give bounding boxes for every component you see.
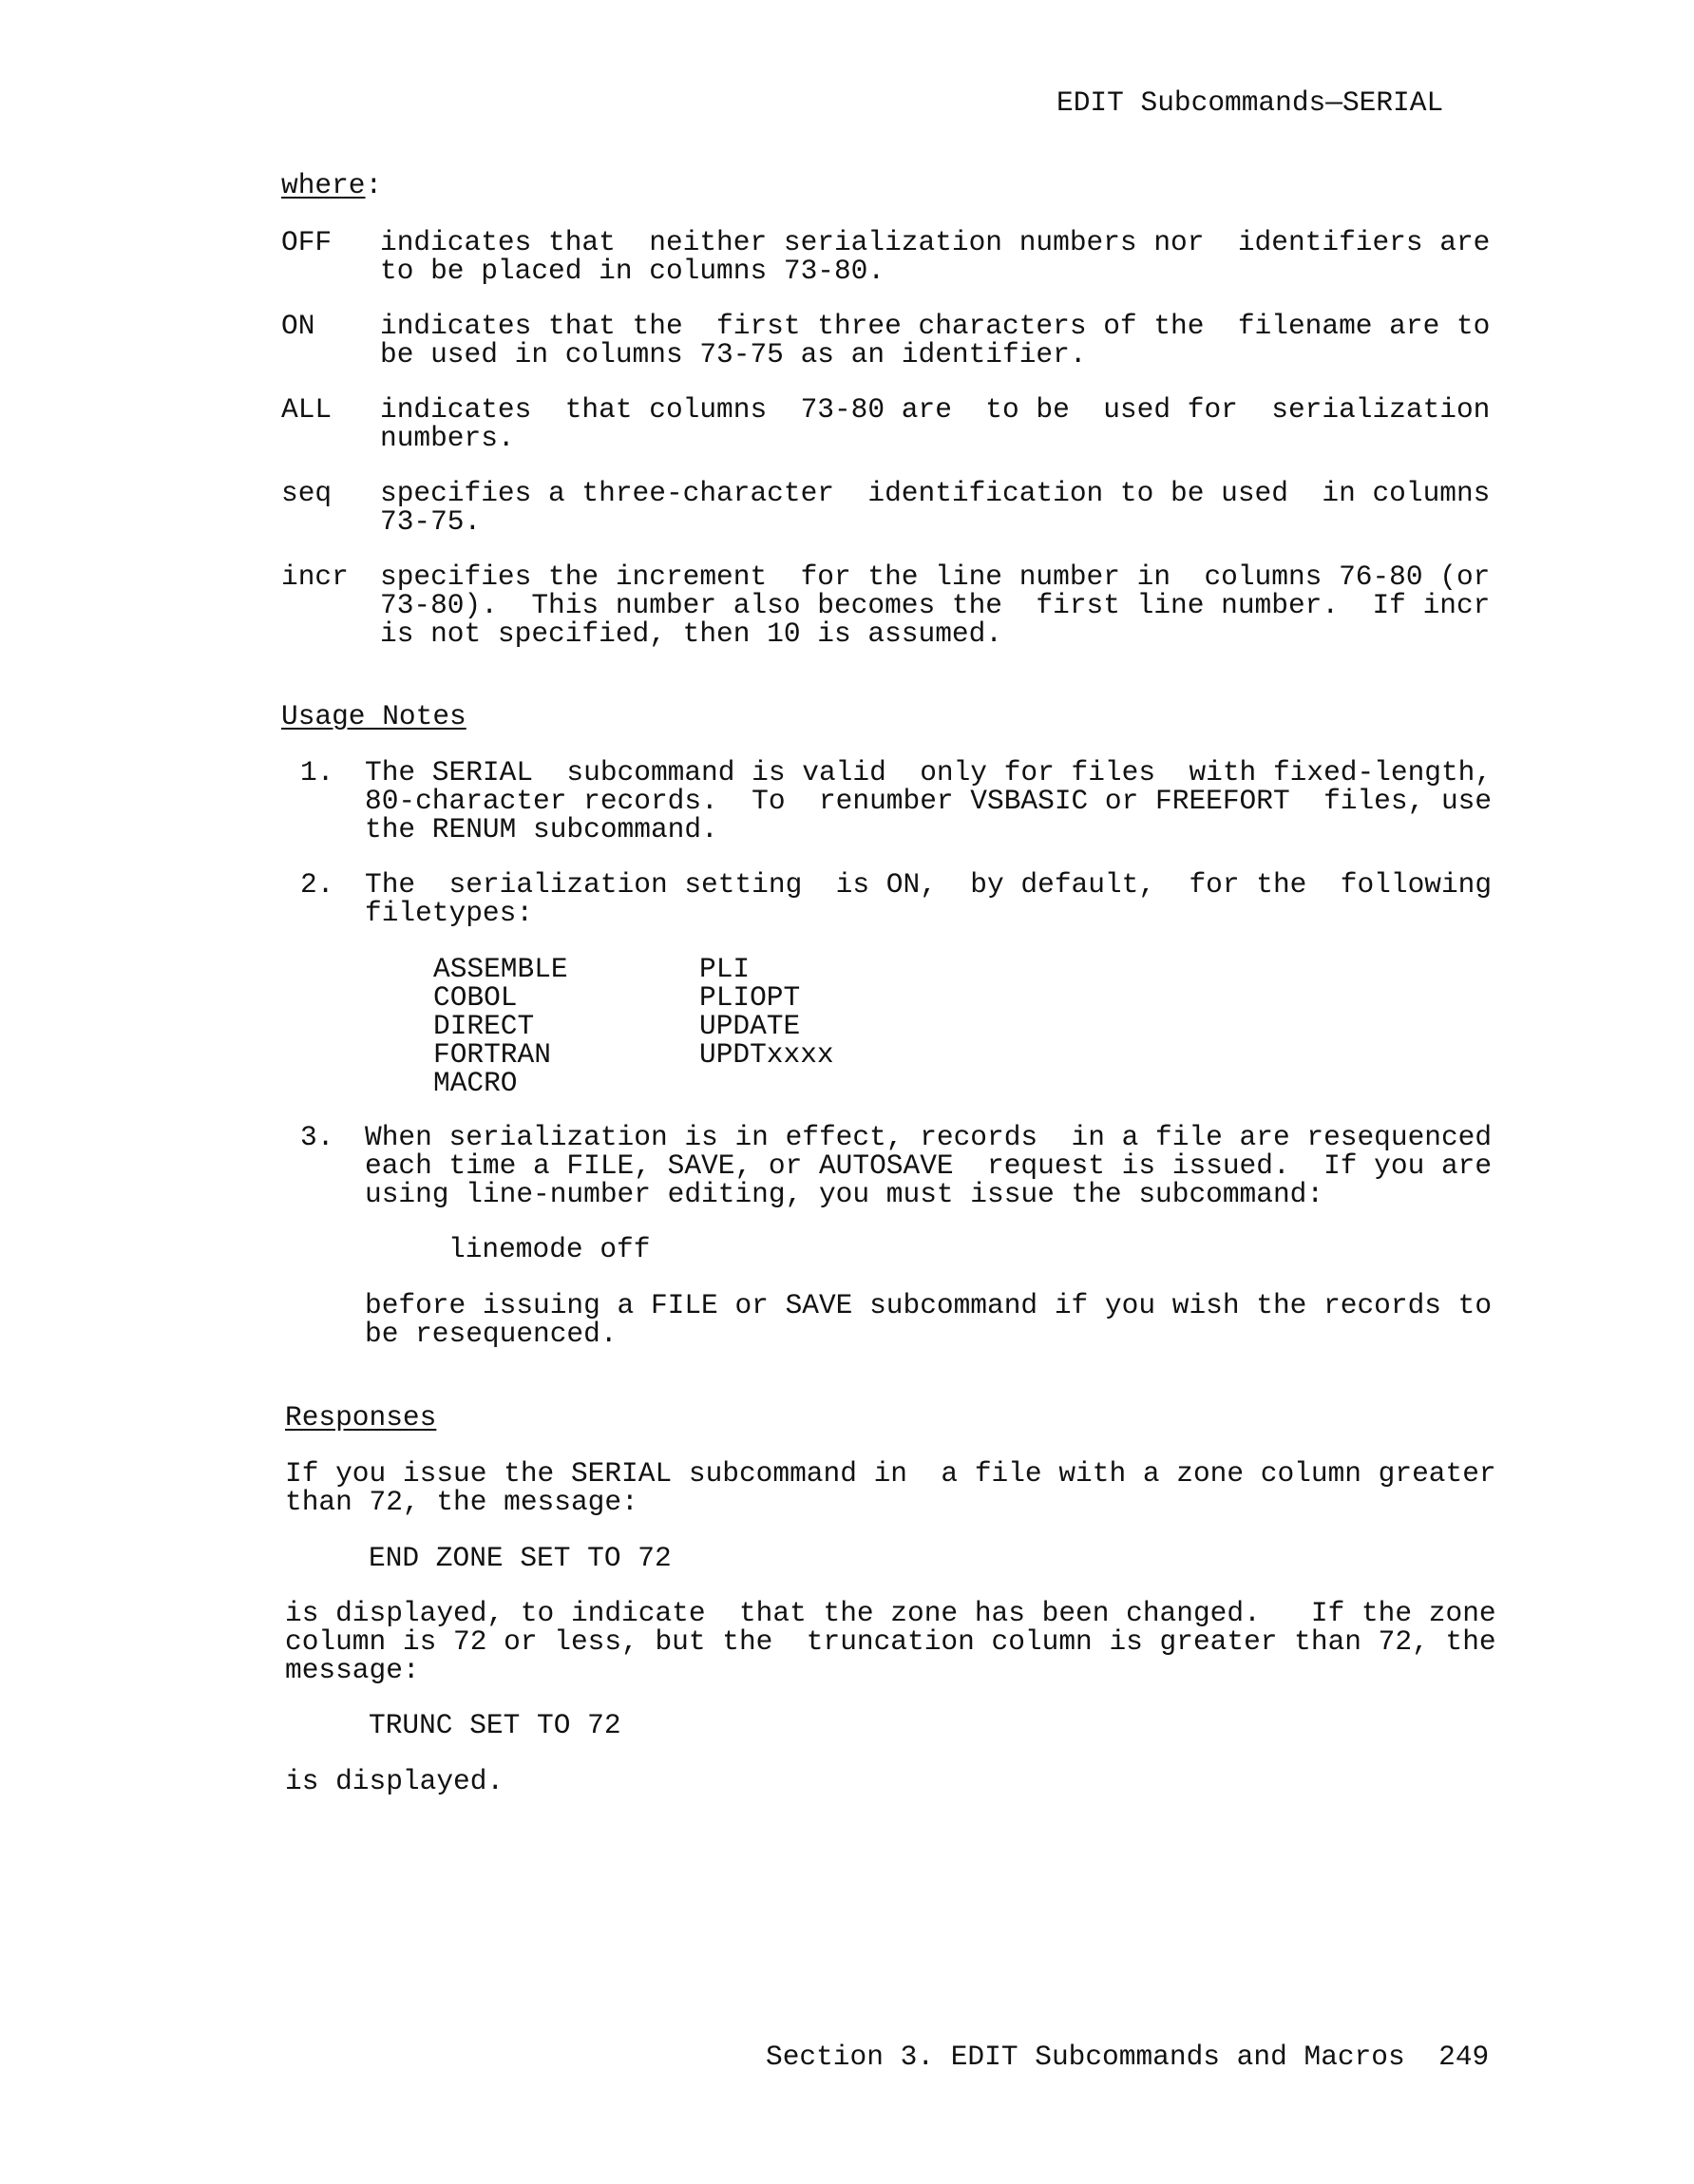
note-line: When serialization is in effect, records in a file are resequenced	[365, 1121, 1493, 1153]
filetype-item: ASSEMBLE	[433, 953, 568, 985]
note-number: 1.	[300, 756, 334, 788]
definition-term: ON	[281, 310, 315, 342]
responses-line: than 72, the message:	[285, 1486, 638, 1518]
footer-section-title: Section 3. EDIT Subcommands and Macros	[766, 2041, 1405, 2073]
note-line: the RENUM subcommand.	[365, 813, 718, 845]
message-trunc: TRUNC SET TO 72	[369, 1709, 621, 1741]
responses-line: is displayed, to indicate that the zone has been changed. If the zone	[285, 1597, 1496, 1629]
note-line: using line-number editing, you must issue the subcommand:	[365, 1178, 1324, 1210]
responses-line: If you issue the SERIAL subcommand in a file with a zone column greater	[285, 1457, 1496, 1490]
filetype-item: COBOL	[433, 981, 518, 1014]
filetype-item: DIRECT	[433, 1010, 535, 1042]
note-line: filetypes:	[365, 897, 534, 929]
usage-notes-heading: Usage Notes	[281, 700, 466, 732]
definition-line: numbers.	[380, 422, 515, 454]
running-header: EDIT Subcommands—SERIAL	[1056, 86, 1444, 119]
where-heading	[281, 171, 382, 199]
definition-term: ALL	[281, 393, 333, 426]
note-line: be resequenced.	[365, 1318, 618, 1350]
note-line: each time a FILE, SAVE, or AUTOSAVE request is issued. If you are	[365, 1149, 1493, 1182]
definition-line: 73-75.	[380, 505, 482, 538]
definition-term: OFF	[281, 226, 333, 258]
definition-line: to be placed in columns 73-80.	[380, 255, 885, 287]
responses-line: message:	[285, 1654, 420, 1686]
definition-term: seq	[281, 477, 333, 509]
filetype-item: PLI	[699, 953, 751, 985]
filetype-item: UPDTxxxx	[699, 1038, 834, 1071]
command-example: linemode off	[448, 1233, 651, 1265]
where-heading-label: where	[281, 169, 366, 201]
message-end-zone: END ZONE SET TO 72	[369, 1542, 672, 1574]
definition-line: 73-80). This number also becomes the first line number. If incr	[380, 589, 1491, 621]
responses-line: is displayed.	[285, 1765, 504, 1797]
responses-heading: Responses	[285, 1401, 437, 1434]
definition-line: is not specified, then 10 is assumed.	[380, 617, 1003, 650]
definition-line: be used in columns 73-75 as an identifier.	[380, 338, 1087, 370]
responses-line: column is 72 or less, but the truncation column is greater than 72, the	[285, 1625, 1496, 1658]
definition-line: indicates that neither serialization numbers nor identifiers are	[380, 226, 1491, 258]
note-number: 3.	[300, 1121, 334, 1153]
definition-line: indicates that columns 73-80 are to be used for serialization	[380, 393, 1491, 426]
note-line: 80-character records. To renumber VSBASIC or FREEFORT files, use	[365, 785, 1493, 817]
note-line: The serialization setting is ON, by default, for the following	[365, 868, 1493, 901]
definition-line: specifies a three-character identification to be used in columns	[380, 477, 1491, 509]
note-number: 2.	[300, 868, 334, 901]
where-heading-colon: :	[365, 169, 383, 201]
filetype-item: UPDATE	[699, 1010, 801, 1042]
filetype-item: PLIOPT	[699, 981, 801, 1014]
definition-line: specifies the increment for the line number in columns 76-80 (or	[380, 560, 1491, 593]
note-line: The SERIAL subcommand is valid only for files with fixed-length,	[365, 756, 1493, 788]
note-line: before issuing a FILE or SAVE subcommand if you wish the records to	[365, 1289, 1493, 1321]
footer	[766, 2042, 1489, 2071]
page-number: 249	[1438, 2041, 1490, 2073]
definition-term: incr	[281, 560, 349, 593]
definition-line: indicates that the first three characters of the filename are to	[380, 310, 1491, 342]
filetype-item: FORTRAN	[433, 1038, 551, 1071]
filetype-item: MACRO	[433, 1067, 518, 1099]
